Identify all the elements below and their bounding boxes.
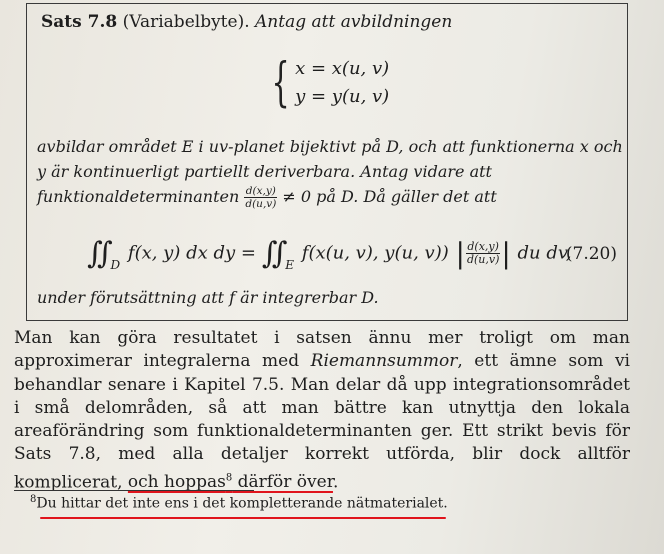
body-end: . <box>332 472 339 493</box>
abs-bar-right: | <box>501 237 511 270</box>
footnote-reference: 8 <box>225 472 233 484</box>
formula-left: f(x, y) dx dy = <box>127 242 256 264</box>
abs-bar-left: | <box>455 237 465 270</box>
equation-system <box>264 54 389 112</box>
footnote-mark: 8 <box>30 494 37 505</box>
theorem-para-part2: ≠ 0 på D. Då gäller det att <box>282 187 497 206</box>
jacobian-numerator-formula: d(x,y) <box>467 240 499 253</box>
theorem-name: (Variabelbyte). <box>122 12 250 32</box>
theorem-label: Sats 7.8 <box>41 12 118 32</box>
theorem-intro: Antag att avbildningen <box>255 12 453 32</box>
theorem-heading <box>41 12 452 32</box>
system-equation-x: x = x(u, v) <box>295 58 390 79</box>
body-paragraph <box>14 327 630 495</box>
theorem-box <box>26 3 628 321</box>
riemann-term: Riemannsummor <box>310 351 458 372</box>
integral-domain-left: D <box>110 257 121 272</box>
theorem-paragraph <box>37 134 627 210</box>
change-of-variables-formula <box>87 236 617 276</box>
left-brace-glyph: { <box>271 53 290 113</box>
jacobian-numerator: d(x,y) <box>245 185 276 197</box>
jacobian-fraction-formula <box>466 241 500 266</box>
double-integral-left: ∬ <box>87 236 105 271</box>
body-text-2: , ett ämne som vi behandlar senare i Kapitel 7.5. Man delar då upp integrationsområdet i små delområden, så att man bättre kan utnyttja den lokala areaförändring som funktionaldeterminanten ger. Ett strikt bevis för Sats 7.8, med alla detaljer korrekt utförda, blir dock alltför komplicerat, <box>14 351 630 493</box>
formula-mid: f(x(u, v), y(u, v)) <box>301 242 449 264</box>
jacobian-denominator-formula: d(u,v) <box>466 253 500 266</box>
footnote-rule <box>14 490 254 491</box>
formula-right: du dv, <box>517 242 572 264</box>
system-equation-y: y = y(u, v) <box>295 86 390 107</box>
integral-domain-right: E <box>285 257 295 272</box>
footnote <box>30 494 448 512</box>
highlight-part2: därför över <box>232 472 333 493</box>
footnote-text: Du hittar det inte ens i det kompletterande nätmaterialet. <box>36 495 448 512</box>
jacobian-fraction <box>244 185 277 210</box>
red-pen-underline <box>40 517 446 519</box>
theorem-condition: under förutsättning att f är integrerbar D. <box>37 288 379 307</box>
theorem-para-part1: avbildar området E i uv-planet bijektivt på D, och att funktionerna x och y är kontinuerligt partiellt deriverbara. Antag vidare att funktionaldeterminanten <box>37 137 623 206</box>
body-text-1: Man kan göra resultatet i satsen ännu mer troligt om man approximerar integralerna med <box>14 328 630 372</box>
equation-number: (7.20) <box>565 244 617 264</box>
jacobian-denominator: d(u,v) <box>245 198 277 210</box>
highlight-part1: och hoppas <box>127 472 226 493</box>
double-integral-right: ∬ <box>261 236 280 271</box>
